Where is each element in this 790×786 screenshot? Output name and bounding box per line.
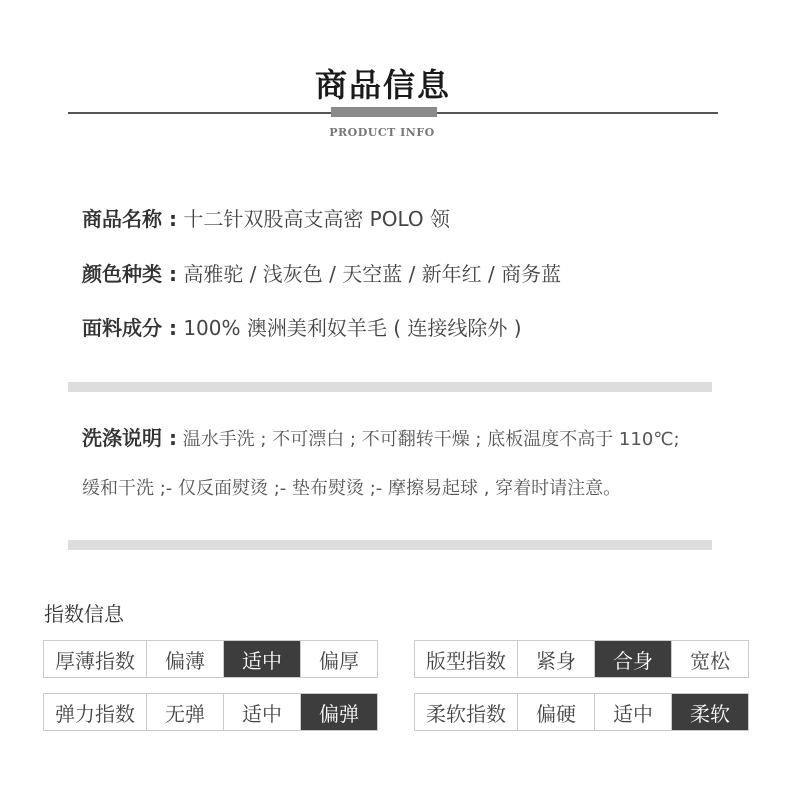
fabric-row [82,312,522,341]
product-name-row [82,203,450,232]
index-option: 适中 [223,694,300,730]
care-instructions-line-1 [82,422,680,451]
care-instructions-line-2: 缓和干洗 ;- 仅反面熨烫 ;- 垫布熨烫 ;- 摩擦易起球 , 穿着时请注意。 [82,478,622,499]
care-instructions-label: 洗涤说明 : [82,426,177,450]
section-divider [68,540,712,550]
index-option: 无弹 [146,694,223,730]
index-option: 偏薄 [146,641,223,677]
color-options-label: 颜色种类 : [82,262,177,286]
index-option: 偏厚 [300,641,377,677]
section-divider [68,382,712,392]
index-name: 弹力指数 [55,701,135,726]
fabric-label: 面料成分 : [82,316,177,340]
index-name: 柔软指数 [426,701,506,726]
index-option: 偏硬 [517,694,594,730]
page-title: 商品信息 [314,66,451,104]
softness-index-table [414,693,749,731]
care-instructions-text-1: 温水手洗 ; 不可漂白 ; 不可翻转干燥 ; 底板温度不高于 110℃; [176,429,680,450]
index-option-selected: 柔软 [671,694,748,730]
fit-index-table [414,640,749,678]
index-section-title: 指数信息 [44,602,124,626]
product-name-label: 商品名称 : [82,207,177,231]
index-option-selected: 合身 [594,641,671,677]
color-options-value: 高雅驼 / 浅灰色 / 天空蓝 / 新年红 / 商务蓝 [176,262,562,286]
color-options-row [82,258,561,287]
index-option: 宽松 [671,641,748,677]
index-name: 厚薄指数 [55,648,135,673]
index-name: 版型指数 [426,648,506,673]
index-option-selected: 适中 [223,641,300,677]
index-option: 紧身 [517,641,594,677]
product-name-value: 十二针双股高支高密 POLO 领 [176,207,451,231]
elasticity-index-table [43,693,378,731]
fabric-value: 100% 澳洲美利奴羊毛 ( 连接线除外 ) [176,316,522,340]
index-option: 适中 [594,694,671,730]
page-subtitle: PRODUCT INFO [329,126,435,139]
index-option-selected: 偏弹 [300,694,377,730]
thickness-index-table [43,640,378,678]
title-accent-bar [331,107,437,117]
